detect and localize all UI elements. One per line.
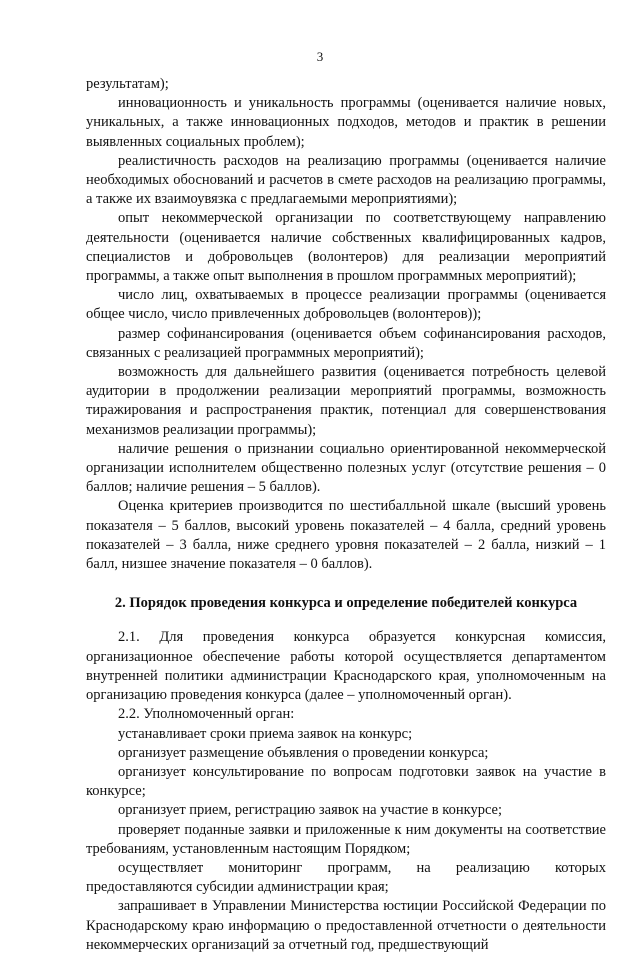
page-number: 3 [316, 49, 324, 64]
paragraph: устанавливает сроки приема заявок на конкурс; [118, 725, 413, 742]
paragraph: реалистичность расходов на реализацию программы (оценивается наличие необходимых обоснований и расчетов в смете расходов на реализацию программы, а также их взаимоувязка с предлагаемыми мероприятиями); [86, 152, 606, 208]
paragraph: число лиц, охватываемых в процессе реализации программы (оценивается общее число, число привлеченных добровольцев (волонтеров)); [86, 287, 606, 323]
paragraph: результатам); [86, 76, 169, 92]
paragraph: организует консультирование по вопросам подготовки заявок на участие в конкурсе; [86, 763, 606, 800]
section-1-criteria [86, 75, 606, 574]
paragraph: проверяет поданные заявки и приложенные к ним документы на соответствие требованиям, установленным настоящим Порядком; [86, 821, 606, 857]
paragraph: 2.2. Уполномоченный орган: [118, 706, 295, 723]
paragraph: размер софинансирования (оценивается объем софинансирования расходов, связанных с реализацией программных мероприятий); [86, 325, 606, 361]
paragraph: организует прием, регистрацию заявок на участие в конкурсе; [118, 802, 503, 819]
paragraph: 2.1. Для проведения конкурса образуется конкурсная комиссия, организационное обеспечение работы которой осуществляется департаментом внутренней политики администрации Краснодарского края, уполномоченным на организацию проведения конкурса (далее – уполномоченный орган). [86, 629, 606, 704]
document-body [86, 75, 606, 955]
paragraph: запрашивает в Управлении Министерства юстиции Российской Федерации по Краснодарскому краю информацию о предоставленной отчетности о деятельности некоммерческих организаций за отчетный год, предшествующий [86, 898, 606, 953]
paragraph: Оценка критериев производится по шестибалльной шкале (высший уровень показателя – 5 баллов, высокий уровень показателей – 4 балла, средний уровень показателей – 3 балла, ниже среднего уровня показателей – 2 балла, низкий – 1 балл, низшее значение показателя – 0 баллов). [86, 498, 606, 573]
paragraph: организует размещение объявления о проведении конкурса; [118, 744, 489, 761]
paragraph: осуществляет мониторинг программ, на реализацию которых предоставляются субсидии администрации края; [86, 859, 606, 896]
section-2-body [86, 628, 606, 954]
paragraph: инновационность и уникальность программы (оценивается наличие новых, уникальных, а также инновационных подходов, методов и практик в решении выявленных социальных проблем); [86, 95, 606, 150]
paragraph: опыт некоммерческой организации по соответствующему направлению деятельности (оценивается наличие собственных квалифицированных кадров, специалистов и добровольцев (волонтеров) для реализации мероприятий программы, а также опыт выполнения в прошлом программных мероприятий); [86, 210, 606, 285]
paragraph: возможность для дальнейшего развития (оценивается потребность целевой аудитории в продолжении реализации мероприятий программы, возможность тиражирования и распространения практик, потенциал для совершенствования механизмов реализации программы); [86, 364, 606, 438]
section-2-heading: 2. Порядок проведения конкурса и определение победителей конкурса [114, 595, 578, 612]
paragraph: наличие решения о признании социально ориентированной некоммерческой организации исполнителем общественно полезных услуг (отсутствие решения – 0 баллов; наличие решения – 5 баллов). [86, 440, 606, 496]
